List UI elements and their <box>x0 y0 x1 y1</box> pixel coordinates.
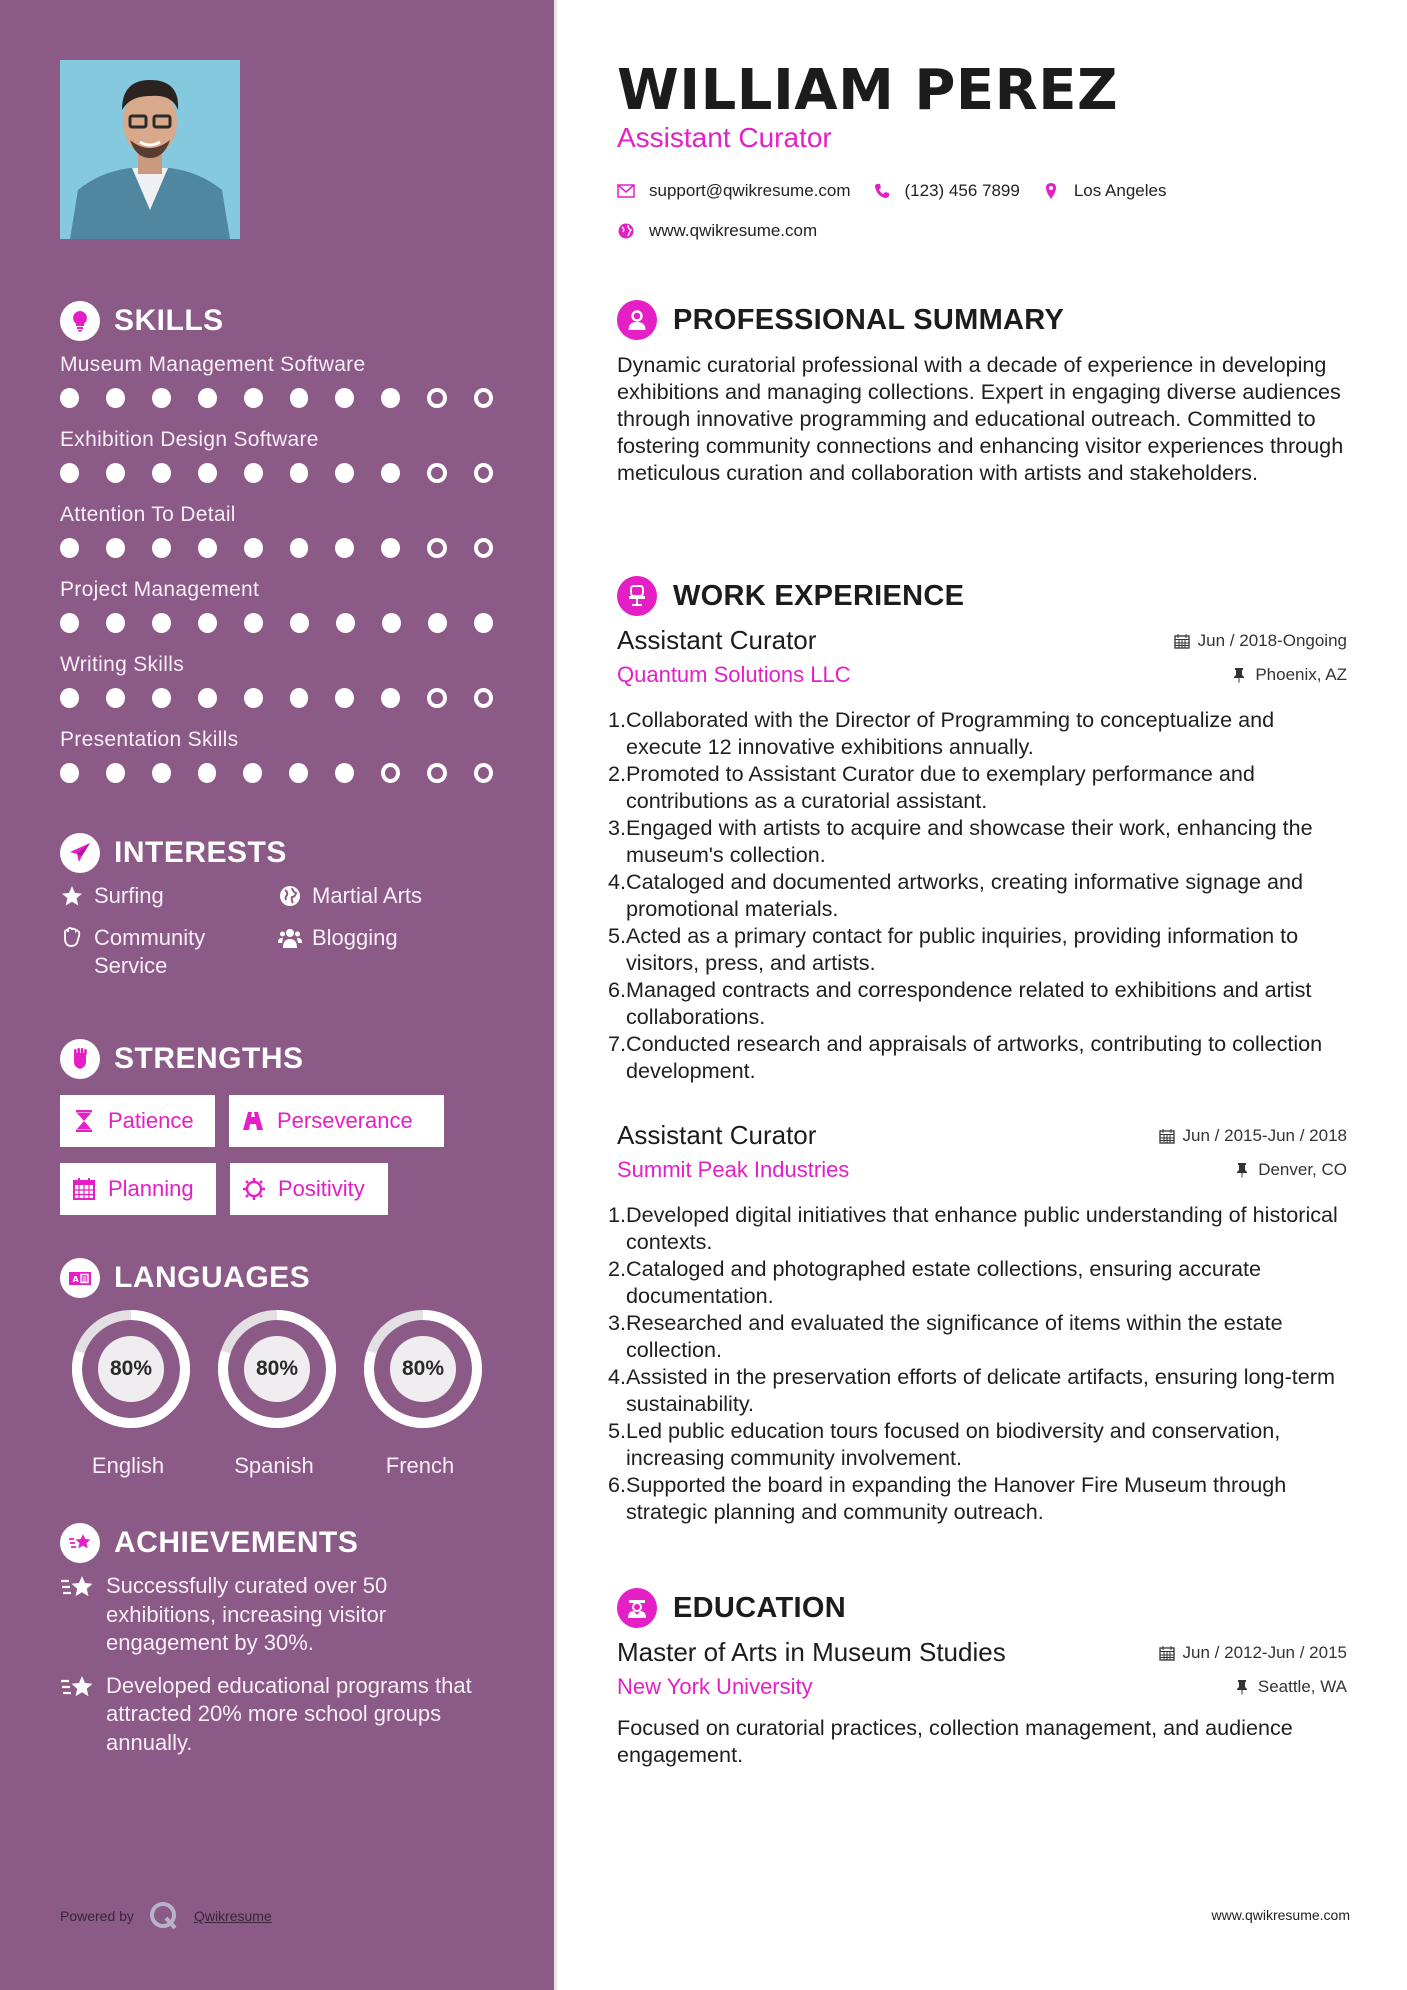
shooting-star-icon <box>60 1672 94 1702</box>
rating-dot-filled <box>152 538 171 558</box>
rating-dot-filled <box>60 688 79 708</box>
footer-website[interactable]: www.qwikresume.com <box>1211 1907 1350 1923</box>
hand-icon <box>60 926 84 950</box>
bullet-number: 6. <box>608 977 627 1002</box>
skill-item <box>60 352 520 427</box>
bullet-number: 2. <box>608 761 627 786</box>
rating-dot-filled <box>152 613 171 633</box>
rating-dot-filled <box>381 688 400 708</box>
achievement-text: Developed educational programs that attracted 20% more school groups annually. <box>106 1672 472 1755</box>
strengths-title: STRENGTHS <box>114 1042 304 1075</box>
shooting-star-icon <box>60 1523 100 1563</box>
bullet-number: 4. <box>608 869 627 894</box>
job-company: Summit Peak Industries <box>617 1157 850 1182</box>
rating-dot-filled <box>428 613 447 633</box>
lightbulb-icon <box>60 301 100 341</box>
calendar-icon <box>1174 633 1190 649</box>
language-name: French <box>385 1453 455 1478</box>
rating-dot-filled <box>244 463 263 483</box>
rating-dot-filled <box>152 688 171 708</box>
rating-dot-filled <box>335 763 354 783</box>
summary-text: Dynamic curatorial professional with a decade of experience in developing exhibitions and managing collections. Expert in engaging diverse audiences through innovative programming and educational outreach. Committed to fostering community connections and enhancing visitor experiences through meticulous curation and collaboration with artists and stakeholders. <box>617 352 1344 485</box>
rating-dot-filled <box>244 613 263 633</box>
rating-dot-filled <box>243 763 262 783</box>
job-company: Quantum Solutions LLC <box>617 662 851 687</box>
strength-label: Patience <box>108 1108 194 1133</box>
strength-badge <box>60 1163 216 1215</box>
pushpin-icon <box>1234 1162 1250 1178</box>
job-bullet <box>608 1309 1347 1363</box>
strengths-list <box>60 1095 530 1215</box>
calendar-icon <box>1159 1128 1175 1144</box>
achievements-title: ACHIEVEMENTS <box>114 1526 359 1559</box>
job-bullet <box>608 814 1347 868</box>
map-pin-icon <box>1042 182 1060 200</box>
contact-email[interactable] <box>617 181 851 201</box>
pushpin-icon <box>1231 667 1247 683</box>
skills-heading <box>60 301 224 341</box>
bullet-number: 3. <box>608 815 627 840</box>
experience-title: WORK EXPERIENCE <box>673 579 965 612</box>
job-bullet <box>608 1255 1347 1309</box>
bullet-number: 3. <box>608 1310 627 1335</box>
rating-dot-filled <box>290 538 309 558</box>
skill-rating <box>60 688 520 708</box>
fist-icon <box>60 1039 100 1079</box>
bullet-text: Led public education tours focused on biodiversity and conservation, increasing community involvement. <box>626 1418 1281 1470</box>
bullet-number: 5. <box>608 923 627 948</box>
bullet-text: Assisted in the preservation efforts of delicate artifacts, ensuring long-term sustainability. <box>626 1364 1335 1416</box>
language-item <box>58 1307 204 1479</box>
bullet-number: 5. <box>608 1418 627 1443</box>
education-title: EDUCATION <box>673 1591 846 1624</box>
strength-badge <box>229 1095 444 1147</box>
job-entry <box>608 625 1347 1084</box>
qwikresume-logo-icon <box>148 1900 180 1932</box>
graduate-icon <box>617 1588 657 1628</box>
rating-dot-filled <box>381 538 400 558</box>
job-bullet <box>608 1417 1347 1471</box>
website-text: www.qwikresume.com <box>649 221 818 240</box>
job-bullet <box>608 706 1347 760</box>
rating-dot-filled <box>244 388 263 408</box>
education-location <box>1234 1677 1347 1697</box>
rating-dot-filled <box>60 388 79 408</box>
globe-icon <box>278 884 302 908</box>
interest-label: Community Service <box>94 925 206 978</box>
rating-dot-filled <box>381 463 400 483</box>
translate-icon <box>60 1258 100 1298</box>
rating-dot-filled <box>106 763 125 783</box>
rating-dot-filled <box>198 388 217 408</box>
education-heading <box>617 1588 846 1628</box>
skills-title: SKILLS <box>114 304 224 337</box>
rating-dot-empty <box>427 463 446 483</box>
candidate-name: WILLIAM PEREZ <box>617 58 1119 123</box>
job-bullet <box>608 868 1347 922</box>
rating-dot-filled <box>335 688 354 708</box>
skill-item <box>60 577 520 652</box>
office-chair-icon <box>617 576 657 616</box>
road-icon <box>241 1109 265 1133</box>
rating-dot-filled <box>382 613 401 633</box>
bullet-text: Acted as a primary contact for public inquiries, providing information to visitors, press, and artists. <box>626 923 1299 975</box>
interest-label: Martial Arts <box>312 883 423 908</box>
job-bullet <box>608 1030 1347 1084</box>
star-icon <box>60 884 84 908</box>
bullet-text: Researched and evaluated the significance of items within the estate collection. <box>626 1310 1283 1362</box>
strength-label: Planning <box>108 1176 194 1201</box>
paper-plane-icon <box>60 833 100 873</box>
shooting-star-icon <box>60 1572 94 1602</box>
job-bullet <box>608 1201 1347 1255</box>
job-title: Assistant Curator <box>617 625 817 655</box>
experience-heading <box>617 576 964 616</box>
bullet-number: 7. <box>608 1031 627 1056</box>
sidebar <box>0 0 557 1990</box>
job-location-text: Denver, CO <box>1258 1160 1347 1179</box>
achievement-item <box>60 1572 500 1658</box>
strength-badge <box>60 1095 215 1147</box>
interests-title: INTERESTS <box>114 836 287 869</box>
skill-item <box>60 427 520 502</box>
qwikresume-link[interactable]: Qwikresume <box>193 1908 272 1924</box>
hourglass-icon <box>72 1109 96 1133</box>
rating-dot-filled <box>106 688 125 708</box>
bullet-text: Promoted to Assistant Curator due to exemplary performance and contributions as a curatorial assistant. <box>626 761 1255 813</box>
job-location-text: Phoenix, AZ <box>1255 665 1347 684</box>
rating-dot-filled <box>198 463 217 483</box>
bullet-number: 6. <box>608 1472 627 1497</box>
users-icon <box>278 926 302 950</box>
phone-text: (123) 456 7899 <box>904 181 1020 200</box>
job-dates-text: Jun / 2018-Ongoing <box>1197 631 1347 650</box>
rating-dot-filled <box>244 538 263 558</box>
interest-item <box>278 882 498 910</box>
interest-label: Blogging <box>312 925 398 950</box>
bullet-text: Conducted research and appraisals of artworks, contributing to collection development. <box>626 1031 1323 1083</box>
bullet-number: 1. <box>608 707 627 732</box>
rating-dot-empty <box>427 688 446 708</box>
education-dates-text: Jun / 2012-Jun / 2015 <box>1182 1643 1347 1662</box>
rating-dot-filled <box>60 463 79 483</box>
achievements-heading <box>60 1523 358 1563</box>
job-bullets <box>608 706 1347 1084</box>
rating-dot-filled <box>335 388 354 408</box>
skill-name: Attention To Detail <box>60 503 236 526</box>
rating-dot-filled <box>336 613 355 633</box>
summary-title: PROFESSIONAL SUMMARY <box>673 303 1065 336</box>
job-bullet <box>608 1471 1347 1525</box>
globe-icon <box>617 222 635 240</box>
user-icon <box>617 300 657 340</box>
skill-name: Exhibition Design Software <box>60 428 319 451</box>
svg-text:A: A <box>72 1275 79 1284</box>
rating-dot-empty <box>427 763 446 783</box>
languages-list <box>58 1307 496 1479</box>
job-bullet <box>608 922 1347 976</box>
language-name: Spanish <box>234 1453 314 1478</box>
bullet-text: Collaborated with the Director of Programming to conceptualize and execute 12 innovative exhibitions annually. <box>626 707 1275 759</box>
job-bullet <box>608 1363 1347 1417</box>
contact-row-website <box>617 221 839 241</box>
skill-item <box>60 727 520 802</box>
skill-rating <box>60 538 520 558</box>
bullet-text: Supported the board in expanding the Hanover Fire Museum through strategic planning and community outreach. <box>626 1472 1287 1524</box>
bullet-number: 2. <box>608 1256 627 1281</box>
rating-dot-filled <box>381 388 400 408</box>
rating-dot-filled <box>198 613 217 633</box>
profile-photo-illustration <box>60 60 240 239</box>
rating-dot-empty <box>474 688 493 708</box>
rating-dot-filled <box>152 463 171 483</box>
contact-phone[interactable] <box>873 181 1020 201</box>
calendar-icon <box>72 1177 96 1201</box>
bullet-text: Cataloged and photographed estate collections, ensuring accurate documentation. <box>626 1256 1262 1308</box>
language-progress-ring <box>215 1307 339 1431</box>
language-percent: 80% <box>109 1357 153 1380</box>
powered-by <box>60 1900 272 1932</box>
achievement-text: Successfully curated over 50 exhibitions, increasing visitor engagement by 30%. <box>106 1573 388 1655</box>
education-dates <box>1159 1643 1347 1663</box>
rating-dot-filled <box>60 613 79 633</box>
achievement-item <box>60 1672 500 1758</box>
rating-dot-empty <box>381 763 400 783</box>
skill-rating <box>60 763 520 783</box>
degree-title: Master of Arts in Museum Studies <box>617 1637 1006 1667</box>
interest-item <box>60 924 278 980</box>
bullet-text: Cataloged and documented artworks, creating informative signage and promotional materials. <box>626 869 1304 921</box>
rating-dot-filled <box>106 388 125 408</box>
contact-row <box>617 181 1188 201</box>
interest-item <box>60 882 278 910</box>
bullet-number: 1. <box>608 1202 627 1227</box>
language-percent: 80% <box>401 1357 445 1380</box>
rating-dot-filled <box>289 763 308 783</box>
education-location-text: Seattle, WA <box>1257 1677 1347 1696</box>
skills-list <box>60 352 520 802</box>
rating-dot-filled <box>335 538 354 558</box>
powered-by-label: Powered by <box>60 1908 134 1924</box>
rating-dot-filled <box>290 463 309 483</box>
interest-label: Surfing <box>94 883 164 908</box>
rating-dot-filled <box>60 538 79 558</box>
strengths-heading <box>60 1039 304 1079</box>
candidate-title: Assistant Curator <box>617 122 832 153</box>
envelope-icon <box>617 182 635 200</box>
achievements-list <box>60 1572 500 1771</box>
job-dates-text: Jun / 2015-Jun / 2018 <box>1182 1126 1347 1145</box>
skill-rating <box>60 388 520 408</box>
interest-item <box>278 924 498 980</box>
pushpin-icon <box>1234 1679 1250 1695</box>
interests-list <box>60 882 520 980</box>
skill-name: Project Management <box>60 578 260 601</box>
job-dates <box>1159 1126 1347 1146</box>
language-progress-ring <box>361 1307 485 1431</box>
location-text: Los Angeles <box>1073 181 1167 200</box>
skill-rating <box>60 613 520 633</box>
job-dates <box>1174 631 1347 651</box>
skill-item <box>60 652 520 727</box>
rating-dot-empty <box>474 463 493 483</box>
education-entry <box>617 1637 1347 1768</box>
contact-location <box>1042 181 1167 201</box>
rating-dot-filled <box>335 463 354 483</box>
strength-label: Perseverance <box>277 1108 413 1133</box>
job-location <box>1231 665 1347 685</box>
education-description: Focused on curatorial practices, collection management, and audience engagement. <box>617 1715 1293 1767</box>
rating-dot-filled <box>244 688 263 708</box>
rating-dot-filled <box>106 613 125 633</box>
bullet-text: Developed digital initiatives that enhance public understanding of historical contexts. <box>626 1202 1338 1254</box>
interests-heading <box>60 833 287 873</box>
rating-dot-filled <box>290 613 309 633</box>
rating-dot-filled <box>106 538 125 558</box>
bullet-text: Managed contracts and correspondence related to exhibitions and artist collaborations. <box>626 977 1312 1029</box>
rating-dot-filled <box>60 763 79 783</box>
rating-dot-filled <box>198 538 217 558</box>
contact-website[interactable] <box>617 221 817 241</box>
language-item <box>350 1307 496 1479</box>
sun-icon <box>242 1177 266 1201</box>
rating-dot-filled <box>152 763 171 783</box>
job-bullet <box>608 976 1347 1030</box>
language-progress-ring <box>69 1307 193 1431</box>
languages-heading <box>60 1258 310 1298</box>
rating-dot-empty <box>474 538 493 558</box>
rating-dot-filled <box>106 463 125 483</box>
rating-dot-filled <box>198 688 217 708</box>
languages-title: LANGUAGES <box>114 1261 311 1294</box>
rating-dot-empty <box>474 763 493 783</box>
calendar-icon <box>1159 1645 1175 1661</box>
strength-badge <box>230 1163 388 1215</box>
summary-heading <box>617 300 1064 340</box>
strength-label: Positivity <box>278 1176 365 1201</box>
rating-dot-empty <box>474 388 493 408</box>
language-name: English <box>91 1453 165 1478</box>
language-percent: 80% <box>255 1357 299 1380</box>
rating-dot-empty <box>427 388 446 408</box>
bullet-text: Engaged with artists to acquire and showcase their work, enhancing the museum's collection. <box>626 815 1313 867</box>
skill-name: Writing Skills <box>60 653 184 676</box>
job-bullet <box>608 760 1347 814</box>
skill-name: Museum Management Software <box>60 353 366 376</box>
job-bullets <box>608 1201 1347 1525</box>
rating-dot-filled <box>474 613 493 633</box>
language-item <box>204 1307 350 1479</box>
skill-item <box>60 502 520 577</box>
rating-dot-filled <box>198 763 217 783</box>
email-text: support@qwikresume.com <box>649 181 851 200</box>
job-title: Assistant Curator <box>617 1120 817 1150</box>
rating-dot-empty <box>427 538 446 558</box>
profile-photo <box>60 60 240 239</box>
job-location <box>1234 1160 1347 1180</box>
rating-dot-filled <box>290 688 309 708</box>
job-entry <box>608 1120 1347 1525</box>
rating-dot-filled <box>290 388 309 408</box>
bullet-number: 4. <box>608 1364 627 1389</box>
phone-icon <box>873 182 891 200</box>
school-name: New York University <box>617 1674 813 1699</box>
skill-name: Presentation Skills <box>60 728 239 751</box>
rating-dot-filled <box>152 388 171 408</box>
skill-rating <box>60 463 520 483</box>
